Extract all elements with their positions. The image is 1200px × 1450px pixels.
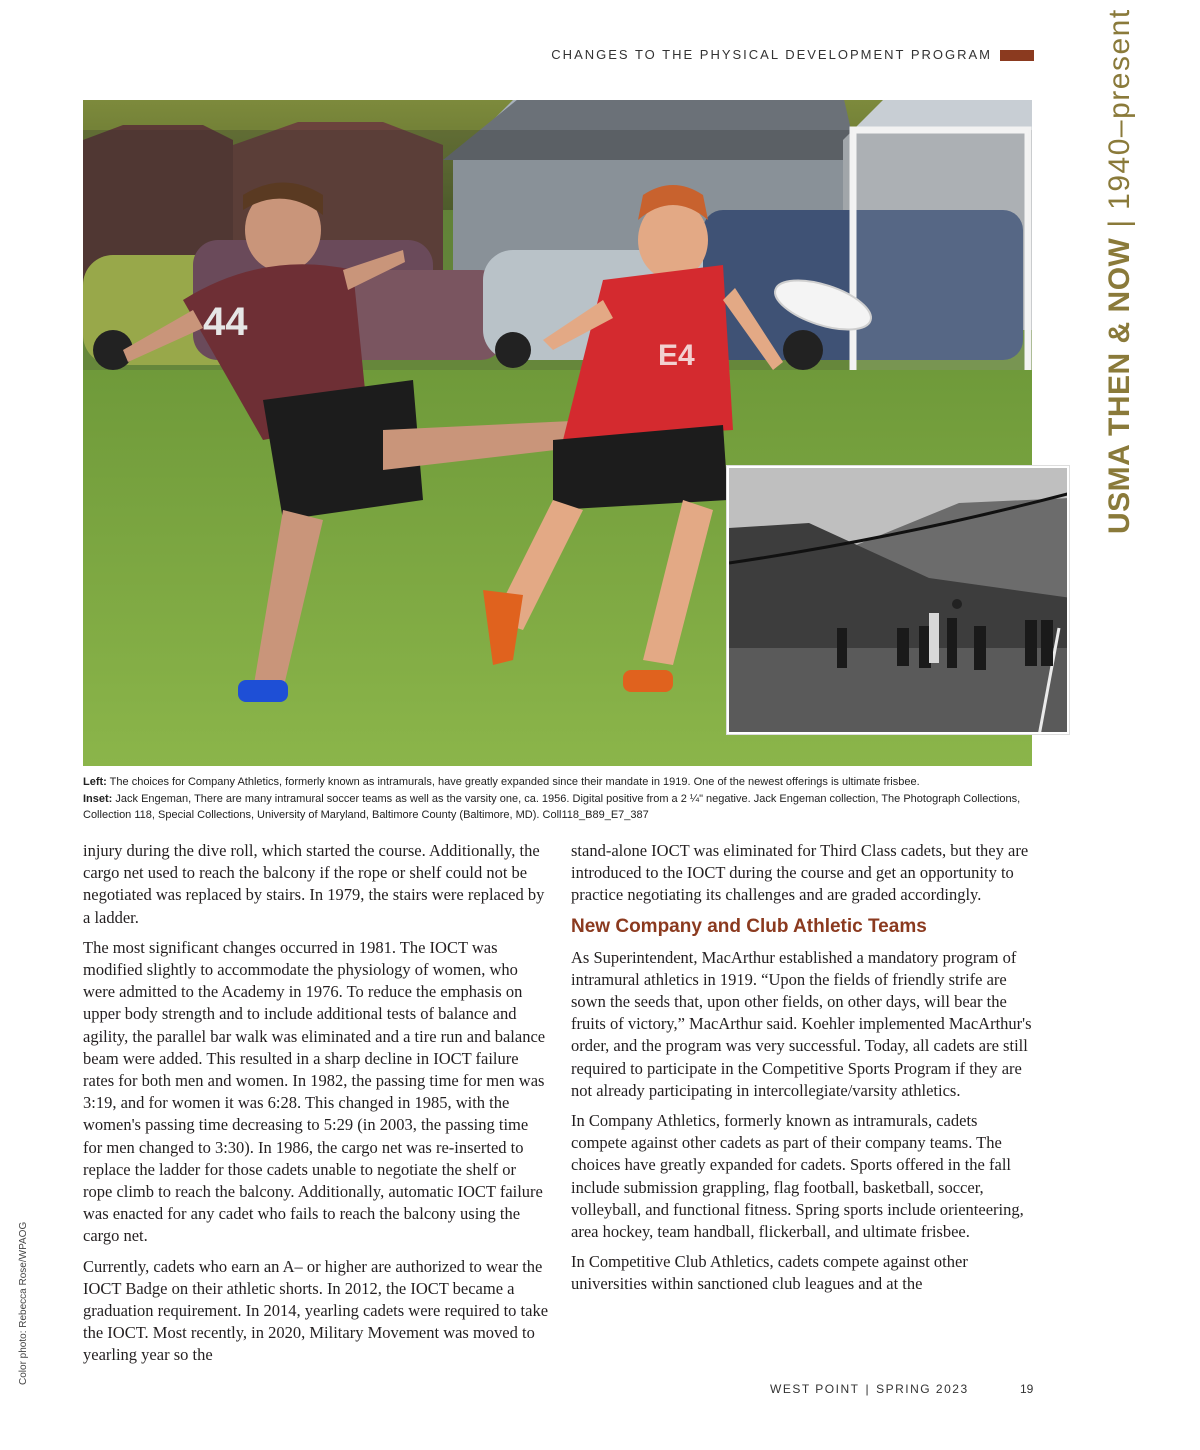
caption-inset-label: Inset: <box>83 792 113 805</box>
caption-inset-text: Jack Engeman, There are many intramural soccer teams as well as the varsity one, ca. 1956. Digital positive from a 2 ¼" negative. Jack Engeman collection, The Photograph Collections, Collection 118, Special Collections, University of Maryland, Baltimore County (Baltimore, MD). Coll118_B89_E7_387 <box>83 792 1021 821</box>
vintage-soccer-photo <box>729 468 1069 734</box>
body-paragraph: stand-alone IOCT was eliminated for Third Class cadets, but they are introduced to the IOCT during the course and get an opportunity to practice negotiating its challenges and are graded accordingly. <box>571 841 1029 905</box>
body-paragraph: In Competitive Club Athletics, cadets compete against other universities within sanctioned club leagues and at the <box>571 1252 968 1294</box>
right-column <box>571 840 1037 1304</box>
jersey-number-right: E4 <box>658 339 695 372</box>
side-tab <box>1100 8 1140 534</box>
footer <box>770 1382 969 1396</box>
photo-credit: Color photo: Rebecca Rose/WPAOG <box>18 1221 29 1385</box>
inset-photo <box>727 466 1069 734</box>
body-paragraph: In Company Athletics, formerly known as intramurals, cadets compete against other cadets as part of their company teams. The choices have greatly expanded for cadets. Sports offered in the fall include submission grappling, flag football, basketball, soccer, volleyball, and functional fitness. Spring sports include orienteering, area hockey, team handball, flickerball, and ultimate frisbee. <box>571 1111 1024 1242</box>
section-heading: New Company and Club Athletic Teams <box>571 915 927 937</box>
footer-publication: WEST POINT <box>770 1382 860 1396</box>
body-paragraph: injury during the dive roll, which started the course. Additionally, the cargo net used to reach the balcony if the rope or shelf could not be negotiated was replaced by stairs. In 1979, the stairs were replaced by a ladder. <box>83 841 545 927</box>
side-tab-separator: | <box>1103 219 1136 228</box>
caption-left-text: The choices for Company Athletics, formerly known as intramurals, have greatly expanded since their mandate in 1919. One of the newest offerings is ultimate frisbee. <box>106 776 920 788</box>
running-head-accent-bar <box>1000 50 1034 61</box>
side-tab-years: 1940–present <box>1103 8 1136 210</box>
jersey-number-left: 44 <box>203 300 248 344</box>
side-tab-title: USMA THEN & NOW <box>1103 237 1136 534</box>
caption-left-label: Left: <box>83 776 107 788</box>
page-number: 19 <box>1020 1382 1034 1396</box>
body-paragraph: As Superintendent, MacArthur established a mandatory program of intramural athletics in 1919. “Upon the fields of friendly strife are sown the seeds that, upon other fields, on other days, will bear the fruits of victory,” MacArthur said. Koehler implemented MacArthur's order, and the program was very successful. Today, all cadets are still required to participate in the Competitive Sports Program if they are not already participating in intercollegiate/varsity athletics. <box>571 947 1032 1100</box>
left-column <box>83 840 549 1375</box>
body-paragraph: Currently, cadets who earn an A– or higher are authorized to wear the IOCT Badge on their athletic shorts. In 2012, the IOCT became a graduation requirement. In 2014, yearling cadets were required to take the IOCT. Most recently, in 2020, Military Movement was moved to yearling year so the <box>83 1256 549 1365</box>
footer-separator: | <box>865 1382 871 1396</box>
footer-issue: SPRING 2023 <box>876 1382 969 1396</box>
caption <box>83 774 1033 824</box>
body-paragraph: The most significant changes occurred in 1981. The IOCT was modified slightly to accommodate the physiology of women, who were admitted to the Academy in 1976. To reduce the emphasis on upper body strength and to include additional tests of balance and agility, the parallel bar walk was eliminated and a tire run and balance beam were added. This resulted in a sharp decline in IOCT failure rates for both men and women. In 1982, the passing time for men was 3:19, and for women it was 6:28. This changed in 1985, with the women's passing time decreasing to 5:29 (in 2003, the passing time for men changed to 3:30). In 1986, the cargo net was re-inserted to replace the ladder for those cadets unable to negotiate the shelf or rope climb to reach the balcony. Additionally, automatic IOCT failure was enacted for any cadet who fails to reach the balcony using the cargo net. <box>83 937 546 1246</box>
running-head: CHANGES TO THE PHYSICAL DEVELOPMENT PROGRAM <box>551 47 992 62</box>
